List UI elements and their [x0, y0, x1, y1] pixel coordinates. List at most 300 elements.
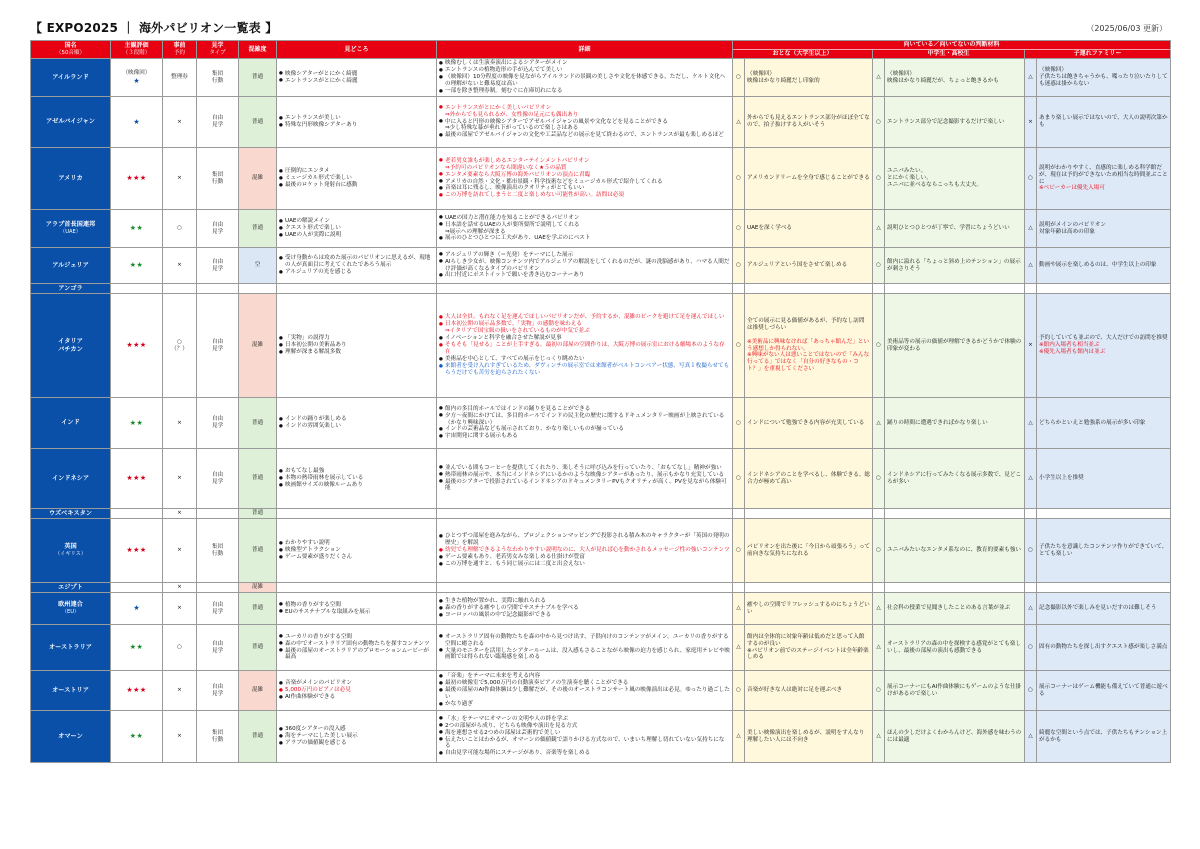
kids-mark: △ — [1025, 248, 1037, 284]
country-name-label: インドネシア — [51, 474, 90, 482]
adult-mark: ○ — [733, 148, 745, 210]
star-rating: ★★ — [129, 261, 144, 269]
table-row — [31, 625, 1171, 671]
crowd-cell: 普通 — [239, 210, 277, 248]
adult-note: 全ての展示に見る価値があるが、予約なし訪問は推奨しづらい ※美術品に興味なければ「あっちゃ館んだ」という感想しか得られない。 ※興味がない人は悪いことではないので「みんな行ってる」ではなく「自分の好きなもの・コト？」を重視してください — [745, 294, 873, 398]
details-cell — [437, 248, 733, 284]
rating-cell — [111, 519, 163, 583]
country-name-label: インド — [61, 419, 80, 427]
adult-note: アルジェリアという国をさせて楽しめる — [745, 248, 873, 284]
highlights-list — [279, 416, 434, 430]
reserve-cell: ○ （？） — [163, 294, 197, 398]
col-header-reserve: 事前 予約 — [163, 41, 197, 59]
highlight-item: ● 「実物」の説得力 — [279, 335, 434, 342]
teen-mark: △ — [873, 625, 885, 671]
empty-cell — [1025, 284, 1037, 294]
details-cell — [437, 449, 733, 509]
table-row — [31, 671, 1171, 711]
adult-note: 美しい映像演出を楽しめるが、説明をすんなり理解したい人には不向き — [745, 711, 873, 763]
teen-mark: △ — [873, 711, 885, 763]
country-name-label: アルジェリア — [52, 261, 89, 269]
rating-cell — [111, 711, 163, 763]
star-rating: ★★ — [129, 224, 144, 232]
detail-item: ● 「水」をテーマにオマーンの文明や人の絆を学ぶ — [439, 716, 730, 723]
detail-item: ● 最初の映像室で5,000万円の自動演奏ピアノの生演奏を聴くことができる — [439, 680, 730, 687]
country-name — [31, 97, 111, 148]
details-cell — [437, 519, 733, 583]
type-cell: 自由 見学 — [197, 449, 239, 509]
reserve-cell: × — [163, 519, 197, 583]
highlight-item: ● インドの踊りが楽しめる — [279, 416, 434, 423]
teen-mark: ○ — [873, 671, 885, 711]
crowd-cell: 混雑 — [239, 671, 277, 711]
detail-item: ● エンタメ要素なら大阪万博の海外パビリオンの頂点に君臨 — [439, 172, 730, 179]
adult-note: インドネシアのことを学べるし、体験できる。総合力が極めて高い — [745, 449, 873, 509]
highlights-cell — [277, 398, 437, 449]
detail-item: ● 最後のシアターで投影されているインドネシアのドキュメンタリーPVもクオリティが高く、PVを見ながら体験可能 — [439, 479, 730, 493]
table-row — [31, 398, 1171, 449]
highlights-list — [279, 335, 434, 356]
reserve-cell: × — [163, 509, 197, 519]
highlight-item: ● 理解が深まる解説多数 — [279, 349, 434, 356]
details-list — [439, 215, 730, 243]
star-rating: ★★ — [129, 732, 144, 740]
detail-item: ● 美術品を中心として、すべての展示をじっくり眺めたい — [439, 356, 730, 363]
adult-note: UAEを深く学べる — [745, 210, 873, 248]
highlight-item: ● 5,000万円のピアノは必見 — [279, 687, 434, 694]
reserve-cell: × — [163, 449, 197, 509]
country-name-label: オマーン — [58, 732, 83, 740]
rating-cell — [111, 59, 163, 97]
highlight-item: ● 日本初公開の美術品あり — [279, 342, 434, 349]
highlights-list — [279, 602, 434, 616]
table-row — [31, 509, 1171, 519]
teen-note: 館内に溢れる「ちょっと斜め上のテンション」の展示が刺さりそう — [885, 248, 1025, 284]
detail-item: ⇒外からでも見られるが、女性像の足元にも偶出あり — [445, 111, 579, 118]
star-rating: ★ — [133, 117, 140, 126]
rating-cell — [111, 398, 163, 449]
highlight-item: ● EUのサステナブルな取組みを展示 — [279, 609, 434, 616]
detail-item: ● 最後の部屋のAI作曲体験は少し難解だが、その後のオーストラコンサート風の映像演出は必見。ゆったり過ごしたい — [439, 687, 730, 701]
highlights-list — [279, 634, 434, 662]
highlight-item: ● 森の中でオーストラリア固有の動物たちを探すコンテンツ — [279, 641, 434, 648]
highlight-item: ● わかりやすい説明 — [279, 540, 434, 547]
country-name-label: アイルランド — [52, 73, 89, 81]
type-cell: 集団 行動 — [197, 519, 239, 583]
reserve-cell: ○ — [163, 625, 197, 671]
highlight-item: ● 最後の部屋のオーストラリアのプロモーションムービーが最高 — [279, 648, 434, 662]
adult-note: 外からでも見えるエントランス部分がほぼ全てなので、拍子抜けする人がいそう — [745, 97, 873, 148]
teen-note: 踊りの時間に遭遇できればかなり楽しい — [885, 398, 1025, 449]
teen-mark: ○ — [873, 294, 885, 398]
kids-note: 説明がメインのパビリオン 対象年齢は高めの印象 — [1037, 210, 1171, 248]
kids-note: 子供たちを意識したコンテンツ作りができていて、とても楽しい — [1037, 519, 1171, 583]
star-rating: ★★★ — [126, 474, 147, 482]
country-name-sub: （EU） — [61, 609, 80, 616]
detail-item: ● 出口付近にポストイットで願いを書き込むコーナーあり — [439, 272, 730, 279]
reserve-cell: × — [163, 148, 197, 210]
highlights-cell — [277, 519, 437, 583]
details-list — [439, 60, 730, 95]
empty-cell — [733, 509, 745, 519]
empty-cell — [1037, 284, 1171, 294]
details-list — [439, 533, 730, 568]
highlights-list — [279, 168, 434, 189]
table-row — [31, 284, 1171, 294]
country-name — [31, 711, 111, 763]
adult-note: パビリオンを出た後に「今日から頑張ろう」って前向きな気持ちになれる — [745, 519, 873, 583]
crowd-cell: 普通 — [239, 519, 277, 583]
empty-cell — [885, 509, 1025, 519]
country-name — [31, 294, 111, 398]
rating-cell — [111, 294, 163, 398]
empty-cell — [1025, 509, 1037, 519]
kids-mark: △ — [1025, 59, 1037, 97]
detail-item: ● 来館者を受け入れすぎているため、ダヴィンチの展示室では来館者がベルトコンベアー状態、写真１枚撮らせてもらうだけでも苦労を迫らされたくない — [439, 363, 730, 377]
kids-note: あまり楽しい展示ではないので、大人の説明次第かも — [1037, 97, 1171, 148]
kids-mark: △ — [1025, 711, 1037, 763]
country-name — [31, 671, 111, 711]
reserve-cell: × — [163, 583, 197, 593]
detail-item: ● インドの芸術品なども展示されており、かなり楽しいものが揃っている — [439, 426, 730, 433]
detail-item: ● アメリカの自然・文化・都市景観・科学技術などをミュージカル形式で紹介してくれる — [439, 179, 730, 186]
type-cell — [197, 509, 239, 519]
detail-item: ● （映像回）10分程度の映像を見ながらアイルランドの景観の美しさや文化を体感できる。ただし、ケルト文化への理解がないと難易度は高い — [439, 74, 730, 88]
reserve-cell: ○ — [163, 210, 197, 248]
crowd-cell: 混雑 — [239, 294, 277, 398]
detail-item: ● 幼児でも理解できるようなわかりやすい説明なのに、大人が見れば心を動かされるメッセージ性の強いコンテンツ — [439, 547, 730, 554]
detail-item: ● かなり過ぎ — [439, 701, 730, 708]
crowd-cell: 混雑 — [239, 583, 277, 593]
empty-cell — [437, 583, 733, 593]
teen-mark: △ — [873, 398, 885, 449]
reserve-cell: 整理券 — [163, 59, 197, 97]
teen-note: 美術品等の展示の価値が理解できるかどうかで体験の印象が変わる — [885, 294, 1025, 398]
teen-note: （映像回） 映像はかなり綺麗だが、ちょっと飽きるかも — [885, 59, 1025, 97]
detail-item: ● 老若男女誰もが楽しめるエンターテインメントパビリオン — [439, 158, 730, 165]
detail-item: ⇒イタリアで国宝級の扱いをされているものが中気で並ぶ — [445, 328, 590, 335]
rating-cell — [111, 97, 163, 148]
star-rating: ★★★ — [126, 174, 147, 182]
country-name-label: アンゴラ — [58, 284, 83, 292]
detail-item: ● エントランスがとにかく美しいパビリオン — [439, 105, 730, 112]
empty-cell — [745, 509, 873, 519]
country-name-sub: （UAE） — [60, 229, 81, 236]
highlights-list — [279, 468, 434, 489]
empty-cell — [885, 284, 1025, 294]
adult-mark: ○ — [733, 210, 745, 248]
empty-cell — [873, 509, 885, 519]
highlight-item: ● インドの雰囲気楽しい — [279, 423, 434, 430]
detail-item: ⇒予約可のパビリオンなら間違いなく★５の品質 — [445, 164, 567, 171]
details-list — [439, 314, 730, 377]
star-rating: ★★ — [129, 643, 144, 651]
highlight-item: ● アラブの価値観を感じる — [279, 740, 434, 747]
kids-mark: △ — [1025, 210, 1037, 248]
kids-note: 固有の動物たちを探し出すクエスト感が楽しさ満点 — [1037, 625, 1171, 671]
crowd-cell: 普通 — [239, 625, 277, 671]
detail-item: ● 2つの部屋がら成り、どちらも映像や演出を見る方式 — [439, 723, 730, 730]
detail-item: ● 生きた植物が置かれ、実際に触れられる — [439, 598, 730, 605]
empty-cell — [745, 284, 873, 294]
adult-note: 館内は全体的に対象年齢は低めだと思って入館するのが良い ※パビリオン前でのステージイベントは全年齢楽しめる — [745, 625, 873, 671]
crowd-cell: 普通 — [239, 398, 277, 449]
rating-cell — [111, 509, 163, 519]
detail-item: ● 一部を除き整理券制。刻むぐに在庫切れになる — [439, 88, 730, 95]
col-header-rating: 主観評価 （３段階） — [111, 41, 163, 59]
reserve-cell: × — [163, 711, 197, 763]
adult-note: 音楽が好きな人は絶対に足を運ぶべき — [745, 671, 873, 711]
country-name — [31, 583, 111, 593]
adult-note: インドについて勉強できる内容が充実している — [745, 398, 873, 449]
kids-mark: ○ — [1025, 671, 1037, 711]
type-cell: 集団 行動 — [197, 148, 239, 210]
table-row — [31, 449, 1171, 509]
highlight-item: ● 圧倒的にエンタメ — [279, 168, 434, 175]
highlights-list — [279, 255, 434, 276]
rating-cell — [111, 148, 163, 210]
teen-mark: ○ — [873, 519, 885, 583]
details-list — [439, 158, 730, 200]
country-name-label: 英国 — [64, 543, 77, 551]
highlights-list — [279, 540, 434, 561]
table-row — [31, 210, 1171, 248]
kids-mark: ○ — [1025, 519, 1037, 583]
kids-note: 綺麗な空間という点では、子供たちもテンション上がるかも — [1037, 711, 1171, 763]
star-rating: ★★ — [129, 418, 144, 427]
crowd-cell: 空 — [239, 248, 277, 284]
kids-note: （映像回） 子供たちは飽きちゃうかも、喋ったり泣いたりしても迷惑は掛からない — [1037, 59, 1171, 97]
type-cell: 自由 見学 — [197, 625, 239, 671]
country-name-label: アゼルバイジャン — [46, 118, 95, 126]
type-cell: 自由 見学 — [197, 210, 239, 248]
detail-item: ⇒少し特殊な幕が垂れ下がっているので楽しさはある — [445, 125, 579, 132]
country-name — [31, 449, 111, 509]
highlights-list — [279, 726, 434, 747]
col-header-group: 向いている／向いてないの判断材料 — [733, 41, 1171, 50]
type-cell: 自由 見学 — [197, 398, 239, 449]
highlights-list — [279, 680, 434, 701]
details-list — [439, 105, 730, 140]
country-name — [31, 398, 111, 449]
type-cell: 自由 見学 — [197, 97, 239, 148]
highlights-cell — [277, 593, 437, 625]
highlights-cell — [277, 711, 437, 763]
type-cell: 自由 見学 — [197, 248, 239, 284]
country-name-label: エジプト — [58, 583, 83, 591]
kids-mark: ○ — [1025, 148, 1037, 210]
kids-mark: △ — [1025, 593, 1037, 625]
detail-item: ● 自由見学可能な場所にステージがあり、音楽等を楽しめる — [439, 750, 730, 757]
details-list — [439, 252, 730, 280]
details-cell — [437, 59, 733, 97]
crowd-cell: 普通 — [239, 593, 277, 625]
rating-cell — [111, 284, 163, 294]
kids-mark: ○ — [1025, 625, 1037, 671]
adult-mark: △ — [733, 711, 745, 763]
reserve-cell: × — [163, 671, 197, 711]
highlights-list — [279, 115, 434, 129]
country-name — [31, 593, 111, 625]
rating-cell — [111, 671, 163, 711]
empty-cell — [277, 509, 437, 519]
teen-note: ユニバみたいなエンタメ系なのに、教育的要素も強い — [885, 519, 1025, 583]
detail-item: ● アルジェリアの輝き（＝光発）をテーマにした展示 — [439, 252, 730, 259]
empty-cell — [733, 583, 745, 593]
highlight-item: ● 映画館サイズの映像ルームあり — [279, 482, 434, 489]
kids-note: 説明がわかりやすく、直感的に楽しめる科学館だが、現在は予約ができないため相当な時間並ぶことに ※ベビーカーは優先入場可 — [1037, 148, 1171, 210]
star-rating: ★★★ — [126, 546, 147, 554]
detail-item: ● UAEの国力と潜在能力を知ることができるパビリオン — [439, 215, 730, 222]
kids-note: 予約していても並ぶので、大人だけでの訪問を推奨 ※館内入場者も相当並ぶ ※優先入場者も館内は並ぶ — [1037, 294, 1171, 398]
adult-note: アメリカンドリームを全身で感じることができる — [745, 148, 873, 210]
teen-mark: △ — [873, 59, 885, 97]
highlight-item: ● ゲーム要素が盛りだくさん — [279, 554, 434, 561]
teen-note: インドネシアに行ってみたくなる展示多数で、見どころが多い — [885, 449, 1025, 509]
country-name-sub: （イギリス） — [54, 551, 87, 558]
country-name-sub: バチカン — [58, 345, 83, 353]
country-name — [31, 210, 111, 248]
star-rating: ★ — [133, 604, 140, 612]
teen-mark: ○ — [873, 148, 885, 210]
empty-cell — [277, 583, 437, 593]
highlight-item: ● 本物の熱帯雨林を展示している — [279, 475, 434, 482]
adult-note: （映像回） 映像はかなり綺麗だし印象的 — [745, 59, 873, 97]
highlight-item: ● UAEの解説メイン — [279, 218, 434, 225]
empty-cell — [873, 583, 885, 593]
empty-cell — [1037, 583, 1171, 593]
detail-item: ● 大人は全員、もれなく足を運んでほしいパビリオンだが、予約するか、混雑のピークを避けて足を運んでほしい — [439, 314, 730, 321]
adult-mark: △ — [733, 625, 745, 671]
detail-item: ● AIらしき少女が、映像コンテンツ内でアルジェリアの解説をしてくれるのだが、謎の洗脳感があり、ハマる人間だけ評価が高くなるタイプのパビリオン — [439, 259, 730, 273]
adult-mark: ○ — [733, 248, 745, 284]
star-rating: ★★★ — [126, 341, 147, 349]
detail-item: ● 中に入ると円形の映像シアターでアゼルバイジャンの風景や文化などを見ることができる — [439, 119, 730, 126]
table-row — [31, 583, 1171, 593]
highlight-item: ● 受け身動からは攻めた展示のパビリオンに思えるが、現地の人が真面目に考えてくれたであろう展示 — [279, 255, 434, 269]
rating-cell — [111, 449, 163, 509]
crowd-cell: 普通 — [239, 97, 277, 148]
table-row — [31, 711, 1171, 763]
highlight-item: ● 音楽がメインのパビリオン — [279, 680, 434, 687]
detail-item: ● 最後の部屋でアゼルバイジャンの文化や工芸品などの展示を見て終わるので、エントランスが最も楽しめるほど — [439, 132, 730, 139]
table-row — [31, 519, 1171, 583]
highlight-item: ● 特殊な円形映像シアターあり — [279, 122, 434, 129]
kids-mark: × — [1025, 294, 1037, 398]
country-name-label: ウズベキスタン — [48, 509, 92, 517]
highlight-item: ● エントランスが美しい — [279, 115, 434, 122]
highlights-cell — [277, 97, 437, 148]
table-row — [31, 593, 1171, 625]
country-name — [31, 509, 111, 519]
teen-note: ほんの少しだけよくわからんけど、海外感を味わうのには最適 — [885, 711, 1025, 763]
rating-cell — [111, 625, 163, 671]
adult-mark: ○ — [733, 449, 745, 509]
details-cell — [437, 294, 733, 398]
kids-mark: △ — [1025, 398, 1037, 449]
table-row — [31, 59, 1171, 97]
col-header-highlights: 見どころ — [277, 41, 437, 59]
teen-note: エントランス部分で記念撮影するだけで楽しい — [885, 97, 1025, 148]
highlight-item: ● 映像シアターがとにかく綺麗 — [279, 71, 434, 78]
details-list — [439, 465, 730, 493]
reserve-cell — [163, 284, 197, 294]
country-name-label: アラブ首長国連邦 — [45, 221, 96, 229]
highlights-cell — [277, 625, 437, 671]
country-name — [31, 248, 111, 284]
highlights-cell — [277, 449, 437, 509]
empty-cell — [437, 509, 733, 519]
col-header-details: 詳細 — [437, 41, 733, 59]
detail-item: ● 日本初公開の展示品多数で、「実物」の感動を味わえる — [439, 321, 730, 328]
highlight-item: ● エントランスがとにかく綺麗 — [279, 78, 434, 85]
details-cell — [437, 625, 733, 671]
type-cell — [197, 583, 239, 593]
star-rating: ★ — [133, 76, 140, 85]
detail-item: ● 展示のひとつひとつに工夫があり、UAEを学ぶのにベスト — [439, 235, 730, 242]
teen-mark: △ — [873, 593, 885, 625]
col-header-teen: 中学生・高校生 — [873, 50, 1025, 59]
kids-note: 展示コーナーはゲーム機能も備えていて普通に遊べる — [1037, 671, 1171, 711]
detail-item: ● そもそも「見せる」ことが上手すぎる。最初の部屋の空間作りは、大阪万博の展示室における劇場本のような存在 — [439, 342, 730, 356]
details-list — [439, 634, 730, 662]
col-header-crowd: 混雑度 — [239, 41, 277, 59]
adult-mark: ○ — [733, 294, 745, 398]
highlight-item: ● AI作曲体験ができる — [279, 694, 434, 701]
detail-item: ● 音楽は耳に残るし、映像演出のクオリティがとてもいい — [439, 185, 730, 192]
country-name — [31, 284, 111, 294]
detail-item: ● 館内の多目的ホールではインドの踊りを見ることができる — [439, 406, 730, 413]
empty-cell — [1025, 583, 1037, 593]
details-list — [439, 673, 730, 708]
kids-mark: × — [1025, 97, 1037, 148]
kids-mark: △ — [1025, 449, 1037, 509]
adult-mark: ○ — [733, 519, 745, 583]
highlights-cell — [277, 248, 437, 284]
detail-item: ● 海を連想させる2つめの部屋は芸術的で美しい — [439, 730, 730, 737]
crowd-cell: 普通 — [239, 449, 277, 509]
detail-item: ● 日本語を話せるUAEの人が要所要所で説明してくれる — [439, 222, 730, 229]
kids-note: 記念撮影以外で楽しみを見いだすのは難しそう — [1037, 593, 1171, 625]
updated-date: （2025/06/03 更新） — [1086, 24, 1167, 33]
country-name-label: 欧州連合 — [58, 601, 83, 609]
type-cell: 自由 見学 — [197, 671, 239, 711]
country-name-label: オーストリア — [52, 686, 89, 694]
detail-item: ● 宇宙開発に関する展示もある — [439, 433, 730, 440]
detail-item: ● ゲーム要素もあり、老若男女みな楽しめる仕掛けが豊富 — [439, 554, 730, 561]
type-cell: 集団 行動 — [197, 711, 239, 763]
highlight-item: ● 海をテーマにした美しい展示 — [279, 733, 434, 740]
teen-note: ユニバみたい。 とにかく楽しい。 ユニバに並べるならこっちも大丈夫。 — [885, 148, 1025, 210]
crowd-cell — [239, 284, 277, 294]
reserve-cell: × — [163, 398, 197, 449]
page-title: 【 EXPO2025 ｜ 海外パビリオン一覧表 】 — [30, 21, 278, 35]
kids-note: 小学生以上を推奨 — [1037, 449, 1171, 509]
table-row — [31, 294, 1171, 398]
empty-cell — [277, 284, 437, 294]
col-header-type: 見学 タイプ — [197, 41, 239, 59]
empty-cell — [873, 284, 885, 294]
highlights-cell — [277, 210, 437, 248]
country-name — [31, 625, 111, 671]
pavilion-table — [30, 40, 1171, 763]
kids-note: どちらかといえと勉強系の展示が多い印象 — [1037, 398, 1171, 449]
type-cell: 集団 行動 — [197, 59, 239, 97]
detail-item: ● ひとつずつ部屋を進みながら、プロジェクションマッピングで投影される積み木のキャラクターが「英国の発明の歴史」を解説 — [439, 533, 730, 547]
rating-cell — [111, 248, 163, 284]
adult-mark: △ — [733, 593, 745, 625]
detail-item: ● 大量のモニターを活用したシアタールームは、没入感もさることながら映像の迫力を感じられ、家庭用テレビや映画館では得られない臨場感を楽しめる — [439, 648, 730, 662]
